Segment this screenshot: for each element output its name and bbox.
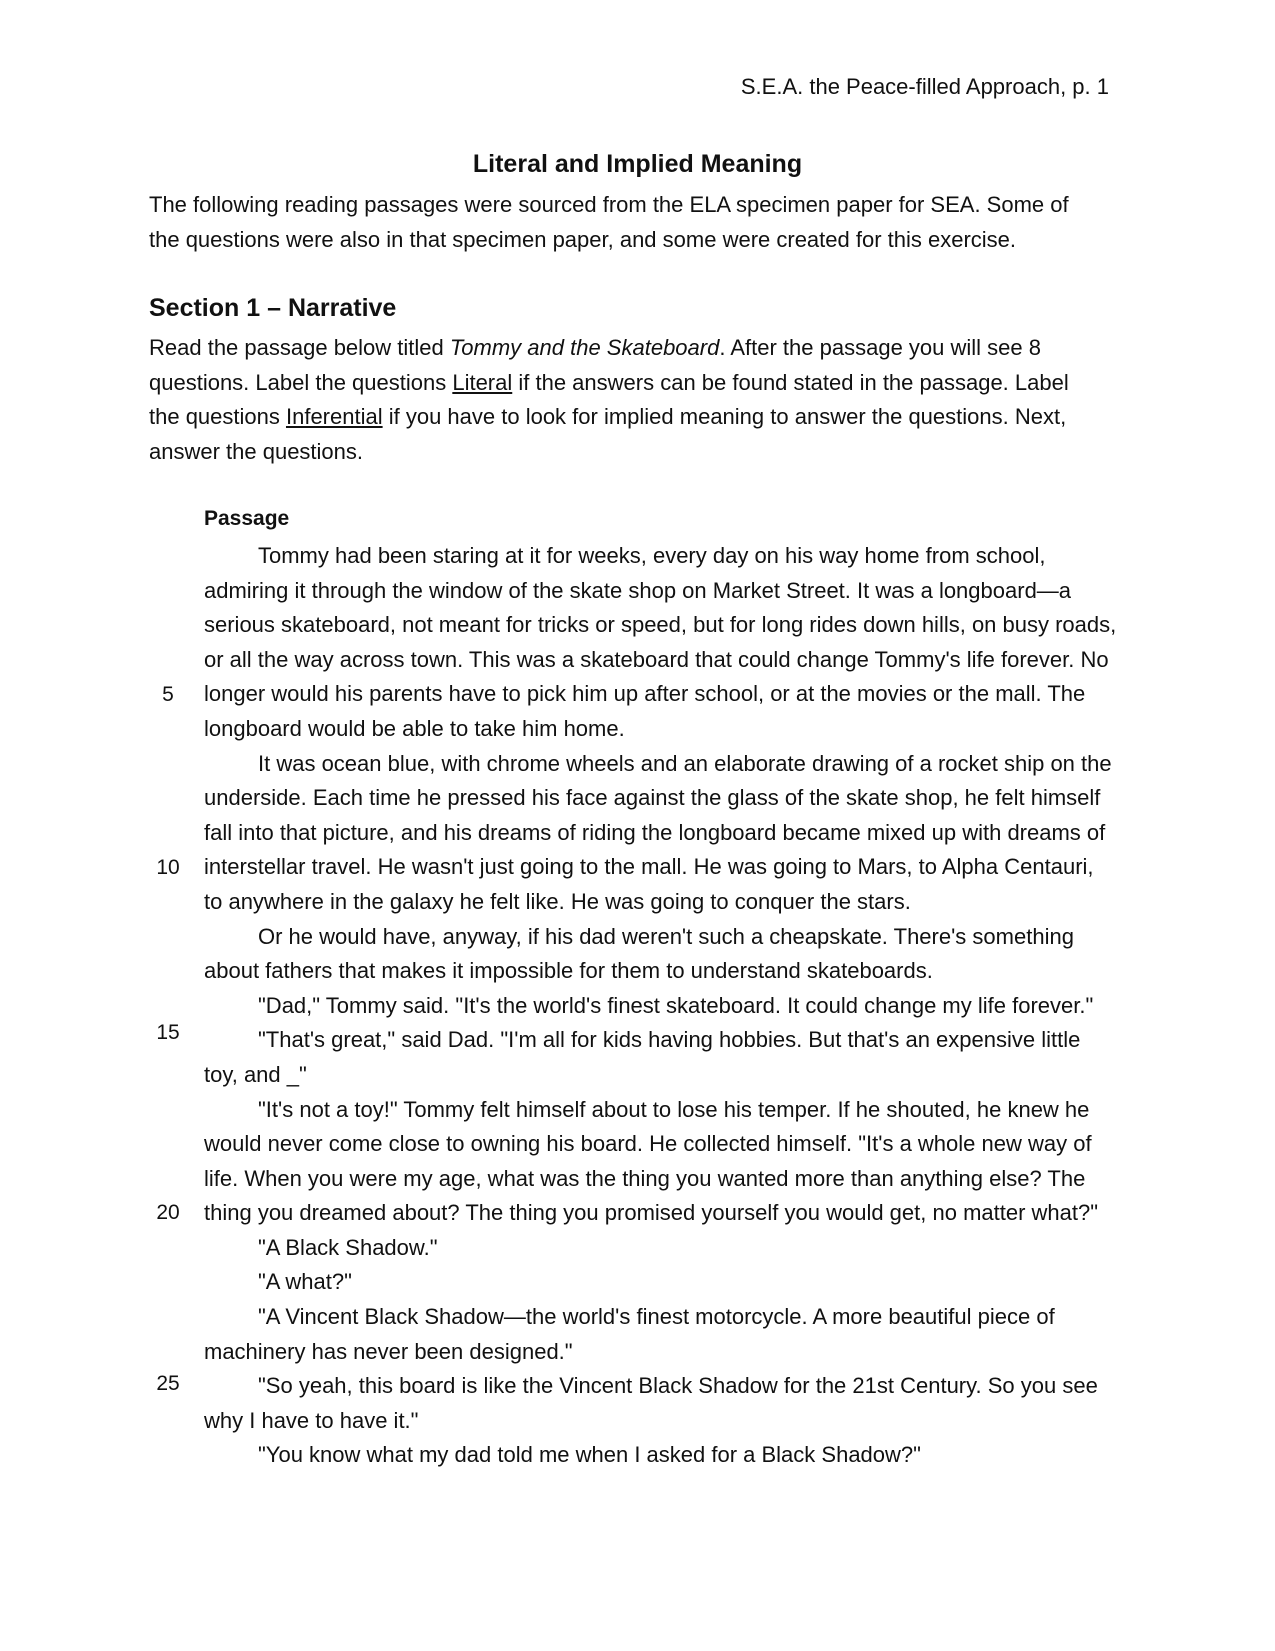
passage-line: interstellar travel. He wasn't just going to the mall. He was going to Mars, to Alpha Centauri, [204,854,1094,880]
intro-line: The following reading passages were sourced from the ELA specimen paper for SEA. Some of [149,192,1069,217]
passage-line: machinery has never been designed." [204,1338,573,1364]
inferential-term: Inferential [285,404,383,429]
story-title: Tommy and the Skateboard [449,335,720,360]
passage-line: fall into that picture, and his dreams of riding the longboard became mixed up with dreams of [204,819,1106,845]
instructions-line [149,366,1129,401]
passage-line: would never come close to owning his board. He collected himself. "It's a whole new way of [204,1131,1092,1157]
passage-line: "A Black Shadow." [258,1234,438,1260]
passage-line: "So yeah, this board is like the Vincent Black Shadow for the 21st Century. So you see [258,1373,1098,1399]
section-heading: Section 1 – Narrative [149,294,397,322]
instructions-text: the questions [149,404,286,429]
page-title: Literal and Implied Meaning [472,150,803,178]
passage-line: thing you dreamed about? The thing you promised yourself you would get, no matter what?" [204,1200,1099,1226]
passage-line: or all the way across town. This was a skateboard that could change Tommy's life forever. No [204,646,1109,672]
passage-line: life. When you were my age, what was the thing you wanted more than anything else? The [204,1165,1086,1191]
passage-line: Tommy had been staring at it for weeks, every day on his way home from school, [258,543,1046,568]
passage-line: Or he would have, anyway, if his dad weren't such a cheapskate. There's something [258,923,1074,949]
line-number: 10 [156,856,180,879]
literal-term: Literal [452,369,513,395]
passage-line: "A what?" [258,1269,352,1295]
passage-line: "You know what my dad told me when I asked for a Black Shadow?" [258,1442,921,1468]
passage-line: "Dad," Tommy said. "It's the world's finest skateboard. It could change my life forever." [258,992,1094,1018]
intro-paragraph [149,188,1129,257]
passage-line: why I have to have it." [204,1407,419,1433]
passage-line: to anywhere in the galaxy he felt like. He was going to conquer the stars. [204,888,911,914]
passage-line: admiring it through the window of the skate shop on Market Street. It was a longboard—a [204,577,1072,603]
passage-body [204,539,1154,1473]
instructions-paragraph [149,331,1129,469]
passage-line: serious skateboard, not meant for tricks or speed, but for long rides down hills, on busy roads, [204,612,1117,638]
passage-line: longboard would be able to take him home. [204,715,625,741]
instructions-text: if the answers can be found stated in the passage. Label [512,369,1069,395]
passage-line: about fathers that makes it impossible for them to understand skateboards. [204,958,933,984]
running-head: S.E.A. the Peace-filled Approach, p. 1 [740,74,1109,99]
passage-line: "That's great," said Dad. "I'm all for kids having hobbies. But that's an expensive little [258,1027,1081,1053]
intro-line: the questions were also in that specimen paper, and some were created for this exercise. [149,226,1017,252]
line-number: 5 [162,683,174,706]
passage-line: "A Vincent Black Shadow—the world's finest motorcycle. A more beautiful piece of [258,1304,1055,1330]
passage-line: underside. Each time he pressed his face against the glass of the skate shop, he felt himself [204,785,1101,811]
instructions-line [149,400,1129,435]
passage-line: longer would his parents have to pick him up after school, or at the movies or the mall. The [204,681,1086,707]
instructions-text: questions. Label the questions [149,369,453,395]
line-number: 15 [156,1021,180,1044]
line-number: 20 [156,1201,180,1224]
instructions-line [149,331,1129,366]
passage-line: It was ocean blue, with chrome wheels and an elaborate drawing of a rocket ship on the [258,750,1112,776]
instructions-text: Read the passage below titled [149,335,450,360]
line-number: 25 [156,1372,180,1395]
passage-line: "It's not a toy!" Tommy felt himself about to lose his temper. If he shouted, he knew he [258,1096,1090,1122]
passage-heading: Passage [204,507,290,530]
instructions-text: if you have to look for implied meaning to answer the questions. Next, [382,404,1067,429]
instructions-line: answer the questions. [149,438,364,464]
passage-line: toy, and _" [204,1061,307,1087]
instructions-text: . After the passage you will see 8 [719,335,1041,360]
